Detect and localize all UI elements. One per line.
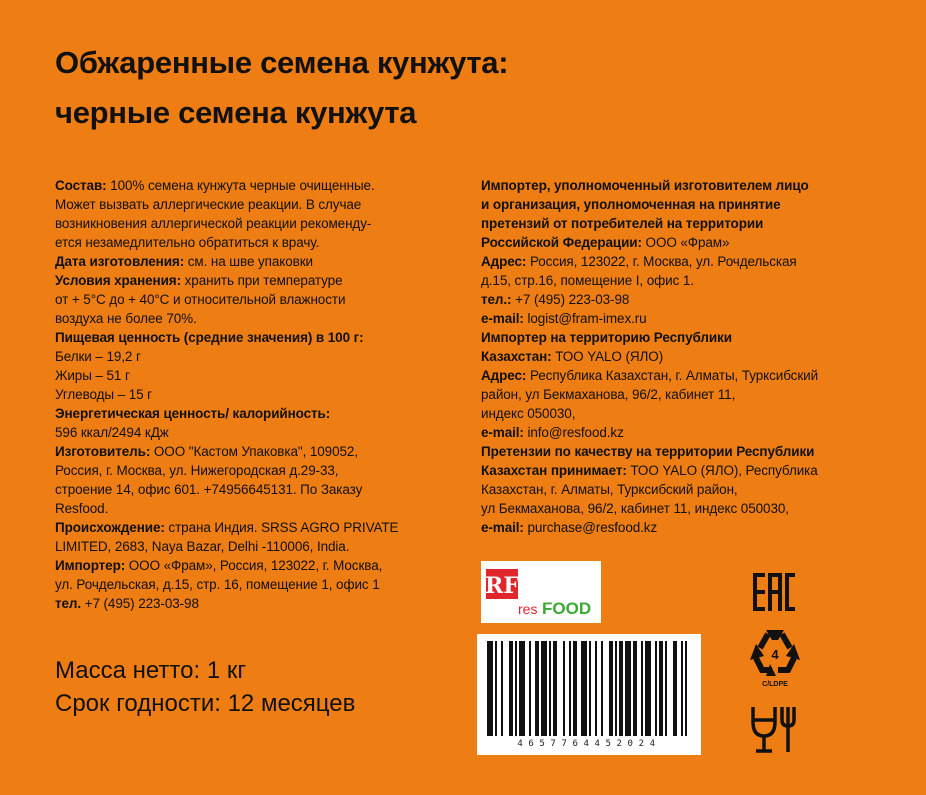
barcode-bar (569, 641, 571, 736)
rf-importer-heading: Импортер, уполномоченный изготовителем лицо (481, 178, 809, 193)
barcode-bar (515, 641, 517, 736)
rf-badge-text: RF (485, 573, 519, 599)
barcode-bar (665, 641, 667, 736)
rf-address-line: д.15, стр.16, помещение I, офис 1. (481, 273, 694, 288)
resfood-logo (481, 561, 601, 623)
barcode (477, 634, 701, 755)
energy-heading: Энергетическая ценность/ калорийность: (55, 406, 331, 421)
barcode-bar (501, 641, 503, 736)
origin-line: LIMITED, 2683, Naya Bazar, Delhi -110006, India. (55, 539, 350, 554)
claims-email: e-mail: purchase@resfood.kz (481, 520, 658, 535)
nutrition-protein: Белки – 19,2 г (55, 349, 141, 364)
storage-conditions: Условия хранения: хранить при температуре (55, 273, 343, 288)
barcode-bar (549, 641, 551, 736)
storage-line: от + 5°С до + 40°С и относительной влажности (55, 292, 346, 307)
rf-importer-heading: и организация, уполномоченная на принятие (481, 197, 781, 212)
barcode-bar (619, 641, 623, 736)
nutrition-heading: Пищевая ценность (средние значения) в 100 г: (55, 330, 364, 345)
barcode-bar (553, 641, 557, 736)
logo-food-text: FOOD (542, 599, 592, 618)
kz-email: e-mail: info@resfood.kz (481, 425, 624, 440)
kz-address: Адрес: Республика Казахстан, г. Алматы, Турксибский (481, 368, 819, 383)
barcode-bar (615, 641, 617, 736)
manufacturer: Изготовитель: ООО "Кастом Упаковка", 109052, (55, 444, 358, 459)
barcode-bar (581, 641, 587, 736)
origin: Происхождение: страна Индия. SRSS AGRO PRIVATE (55, 520, 399, 535)
claims-receiver: Казахстан принимает: ТОО YALO (ЯЛО), Республика (481, 463, 818, 478)
barcode-bar (509, 641, 513, 736)
barcode-bar (535, 641, 539, 736)
barcode-bar (563, 641, 565, 736)
recycle-icon (746, 624, 804, 688)
composition-line: Может вызвать аллергические реакции. В случае (55, 197, 362, 212)
claims-line: Казахстан, г. Алматы, Турксибский район, (481, 482, 738, 497)
shelf-life: Срок годности: 12 месяцев (55, 690, 356, 717)
nutrition-fat: Жиры – 51 г (55, 368, 130, 383)
rf-phone: тел.: +7 (495) 223-03-98 (481, 292, 630, 307)
manufacturer-line: строение 14, офис 601. +74956645131. По Заказу (55, 482, 363, 497)
rf-address: Адрес: Россия, 123022, г. Москва, ул. Рочдельская (481, 254, 797, 269)
logo-res-text: res (518, 601, 538, 617)
importer: Импортер: ООО «Фрам», Россия, 123022, г. Москва, (55, 558, 383, 573)
barcode-bar (685, 641, 687, 736)
kz-importer-name: Казахстан: ТОО YALO (ЯЛО) (481, 349, 664, 364)
barcode-bar (673, 641, 677, 736)
barcode-bar (519, 641, 525, 736)
kz-address-line: индекс 050030, (481, 406, 576, 421)
recycle-number: 4 (771, 647, 779, 662)
manufacturer-line: Россия, г. Москва, ул. Нижегородская д.29-33, (55, 463, 339, 478)
barcode-bar (529, 641, 531, 736)
rf-importer-heading: претензий от потребителей на территории (481, 216, 764, 231)
recycle-code: C/LDPE (762, 681, 788, 688)
barcode-digits: 4657764452024 (517, 739, 661, 749)
glass-fork-icon (750, 704, 798, 754)
barcode-bar (681, 641, 683, 736)
energy-value: 596 ккал/2494 кДж (55, 425, 169, 440)
product-info-column (55, 176, 435, 613)
barcode-bar (595, 641, 597, 736)
claims-line: ул Бекмаханова, 96/2, кабинет 11, индекс 050030, (481, 501, 789, 516)
barcode-bar (589, 641, 591, 736)
barcode-bar (641, 641, 643, 736)
importer-info-column (481, 176, 901, 537)
eac-mark-icon (752, 572, 796, 612)
manufacturer-line: Resfood. (55, 501, 109, 516)
net-weight: Масса нетто: 1 кг (55, 657, 247, 684)
claims-heading: Претензии по качеству на территории Республики (481, 444, 815, 459)
barcode-bar (659, 641, 663, 736)
barcode-bar (655, 641, 657, 736)
barcode-bar (541, 641, 547, 736)
nutrition-carbs: Углеводы – 15 г (55, 387, 152, 402)
composition-line: возникновения аллергической реакции рекоменду- (55, 216, 372, 231)
barcode-bars (477, 634, 701, 755)
composition: Состав: 100% семена кунжута черные очищенные. (55, 178, 375, 193)
barcode-bar (645, 641, 651, 736)
kz-address-line: район, ул Бекмаханова, 96/2, кабинет 11, (481, 387, 736, 402)
resfood-logo-graphic (481, 561, 601, 623)
importer-phone: тел. +7 (495) 223-03-98 (55, 596, 199, 611)
barcode-bar (633, 641, 637, 736)
rf-email: e-mail: logist@fram-imex.ru (481, 311, 647, 326)
barcode-bar (495, 641, 497, 736)
barcode-bar (573, 641, 577, 736)
barcode-bar (487, 641, 493, 736)
title-line-1: Обжаренные семена кунжута: (55, 45, 509, 80)
kz-importer-heading: Импортер на территорию Республики (481, 330, 732, 345)
barcode-bar (609, 641, 613, 736)
composition-line: ется незамедлительно обратиться к врачу. (55, 235, 320, 250)
net-weight-shelf-life (55, 654, 355, 720)
manufacture-date: Дата изготовления: см. на шве упаковки (55, 254, 313, 269)
product-title (55, 38, 508, 138)
rf-importer-name: Российской Федерации: ООО «Фрам» (481, 235, 730, 250)
barcode-bar (601, 641, 603, 736)
barcode-bar (625, 641, 631, 736)
title-line-2: черные семена кунжута (55, 95, 417, 130)
storage-line: воздуха не более 70%. (55, 311, 197, 326)
importer-line: ул. Рочдельская, д.15, стр. 16, помещение 1, офис 1 (55, 577, 380, 592)
